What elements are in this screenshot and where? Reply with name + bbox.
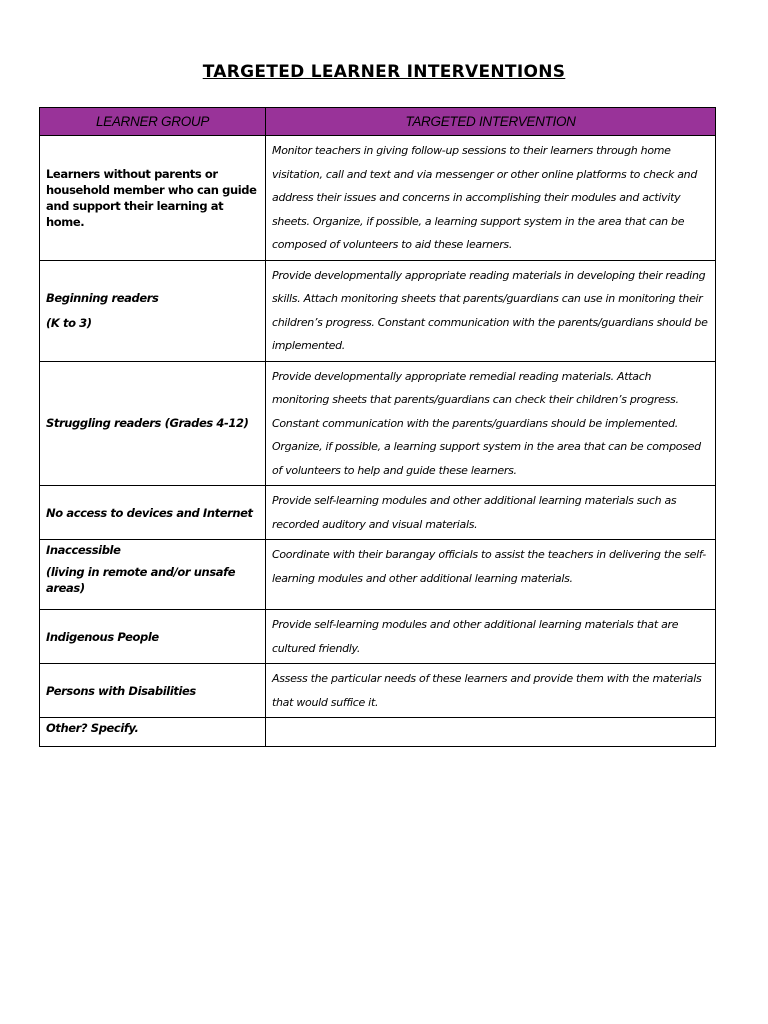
intervention-cell: Monitor teachers in giving follow-up sessions to their learners through home visitation, call and text and via messenger or other online platforms to check and address their issues and concerns in accomplishing their modules and activity sheets. Organize, if possible, a learning support system in the area that can be composed of volunteers to aid these learners.: [266, 136, 716, 261]
table-row: [40, 486, 716, 540]
learner-group-cell: [40, 718, 266, 747]
learner-group-sublabel: (K to 3): [46, 316, 92, 330]
table-header-row: [40, 108, 716, 136]
table-row: [40, 361, 716, 486]
table-row: [40, 664, 716, 718]
learner-group-sublabel: (living in remote and/or unsafe areas): [46, 565, 236, 595]
learner-group-cell: [40, 486, 266, 540]
table-row: [40, 718, 716, 747]
learner-group-cell: [40, 260, 266, 361]
learner-group-label: Other? Specify.: [46, 721, 139, 735]
intervention-cell: Assess the particular needs of these learners and provide them with the materials that would suffice it.: [266, 664, 716, 718]
learner-group-cell: [40, 540, 266, 610]
learner-group-cell: [40, 664, 266, 718]
interventions-table: [39, 107, 716, 747]
intervention-cell: Provide self-learning modules and other additional learning materials that are cultured friendly.: [266, 610, 716, 664]
learner-group-label: Beginning readers: [46, 291, 159, 305]
intervention-cell: Provide self-learning modules and other additional learning materials such as recorded auditory and visual materials.: [266, 486, 716, 540]
learner-group-cell: [40, 610, 266, 664]
table-row: [40, 260, 716, 361]
learner-group-cell: [40, 136, 266, 261]
learner-group-label: No access to devices and Internet: [46, 505, 253, 520]
intervention-cell: Provide developmentally appropriate reading materials in developing their reading skills. Attach monitoring sheets that parents/guardians can use in monitoring their children’s progress. Constant communication with the parents/guardians should be implemented.: [266, 260, 716, 361]
table-row: [40, 610, 716, 664]
learner-group-label: Persons with Disabilities: [46, 683, 196, 698]
table-row: [40, 136, 716, 261]
page-title: TARGETED LEARNER INTERVENTIONS: [202, 62, 566, 82]
header-targeted-intervention: TARGETED INTERVENTION: [266, 108, 716, 136]
learner-group-label: Indigenous People: [46, 629, 159, 644]
spacer: [46, 306, 259, 315]
learner-group-cell: [40, 361, 266, 486]
intervention-cell: [266, 718, 716, 747]
learner-group-label: Learners without parents or household member who can guide and support their learning at home.: [46, 166, 257, 229]
intervention-cell: Coordinate with their barangay officials to assist the teachers in delivering the self-learning modules and other additional learning materials.: [266, 540, 716, 610]
intervention-cell: Provide developmentally appropriate remedial reading materials. Attach monitoring sheets that parents/guardians can check their children’s progress. Constant communication with the parents/guardians should be implemented. Organize, if possible, a learning support system in the area that can be composed of volunteers to help and guide these learners.: [266, 361, 716, 486]
learner-group-label: Inaccessible: [46, 543, 121, 557]
learner-group-label: Struggling readers (Grades 4-12): [46, 416, 249, 431]
table-row: [40, 540, 716, 610]
header-learner-group: LEARNER GROUP: [40, 108, 266, 136]
